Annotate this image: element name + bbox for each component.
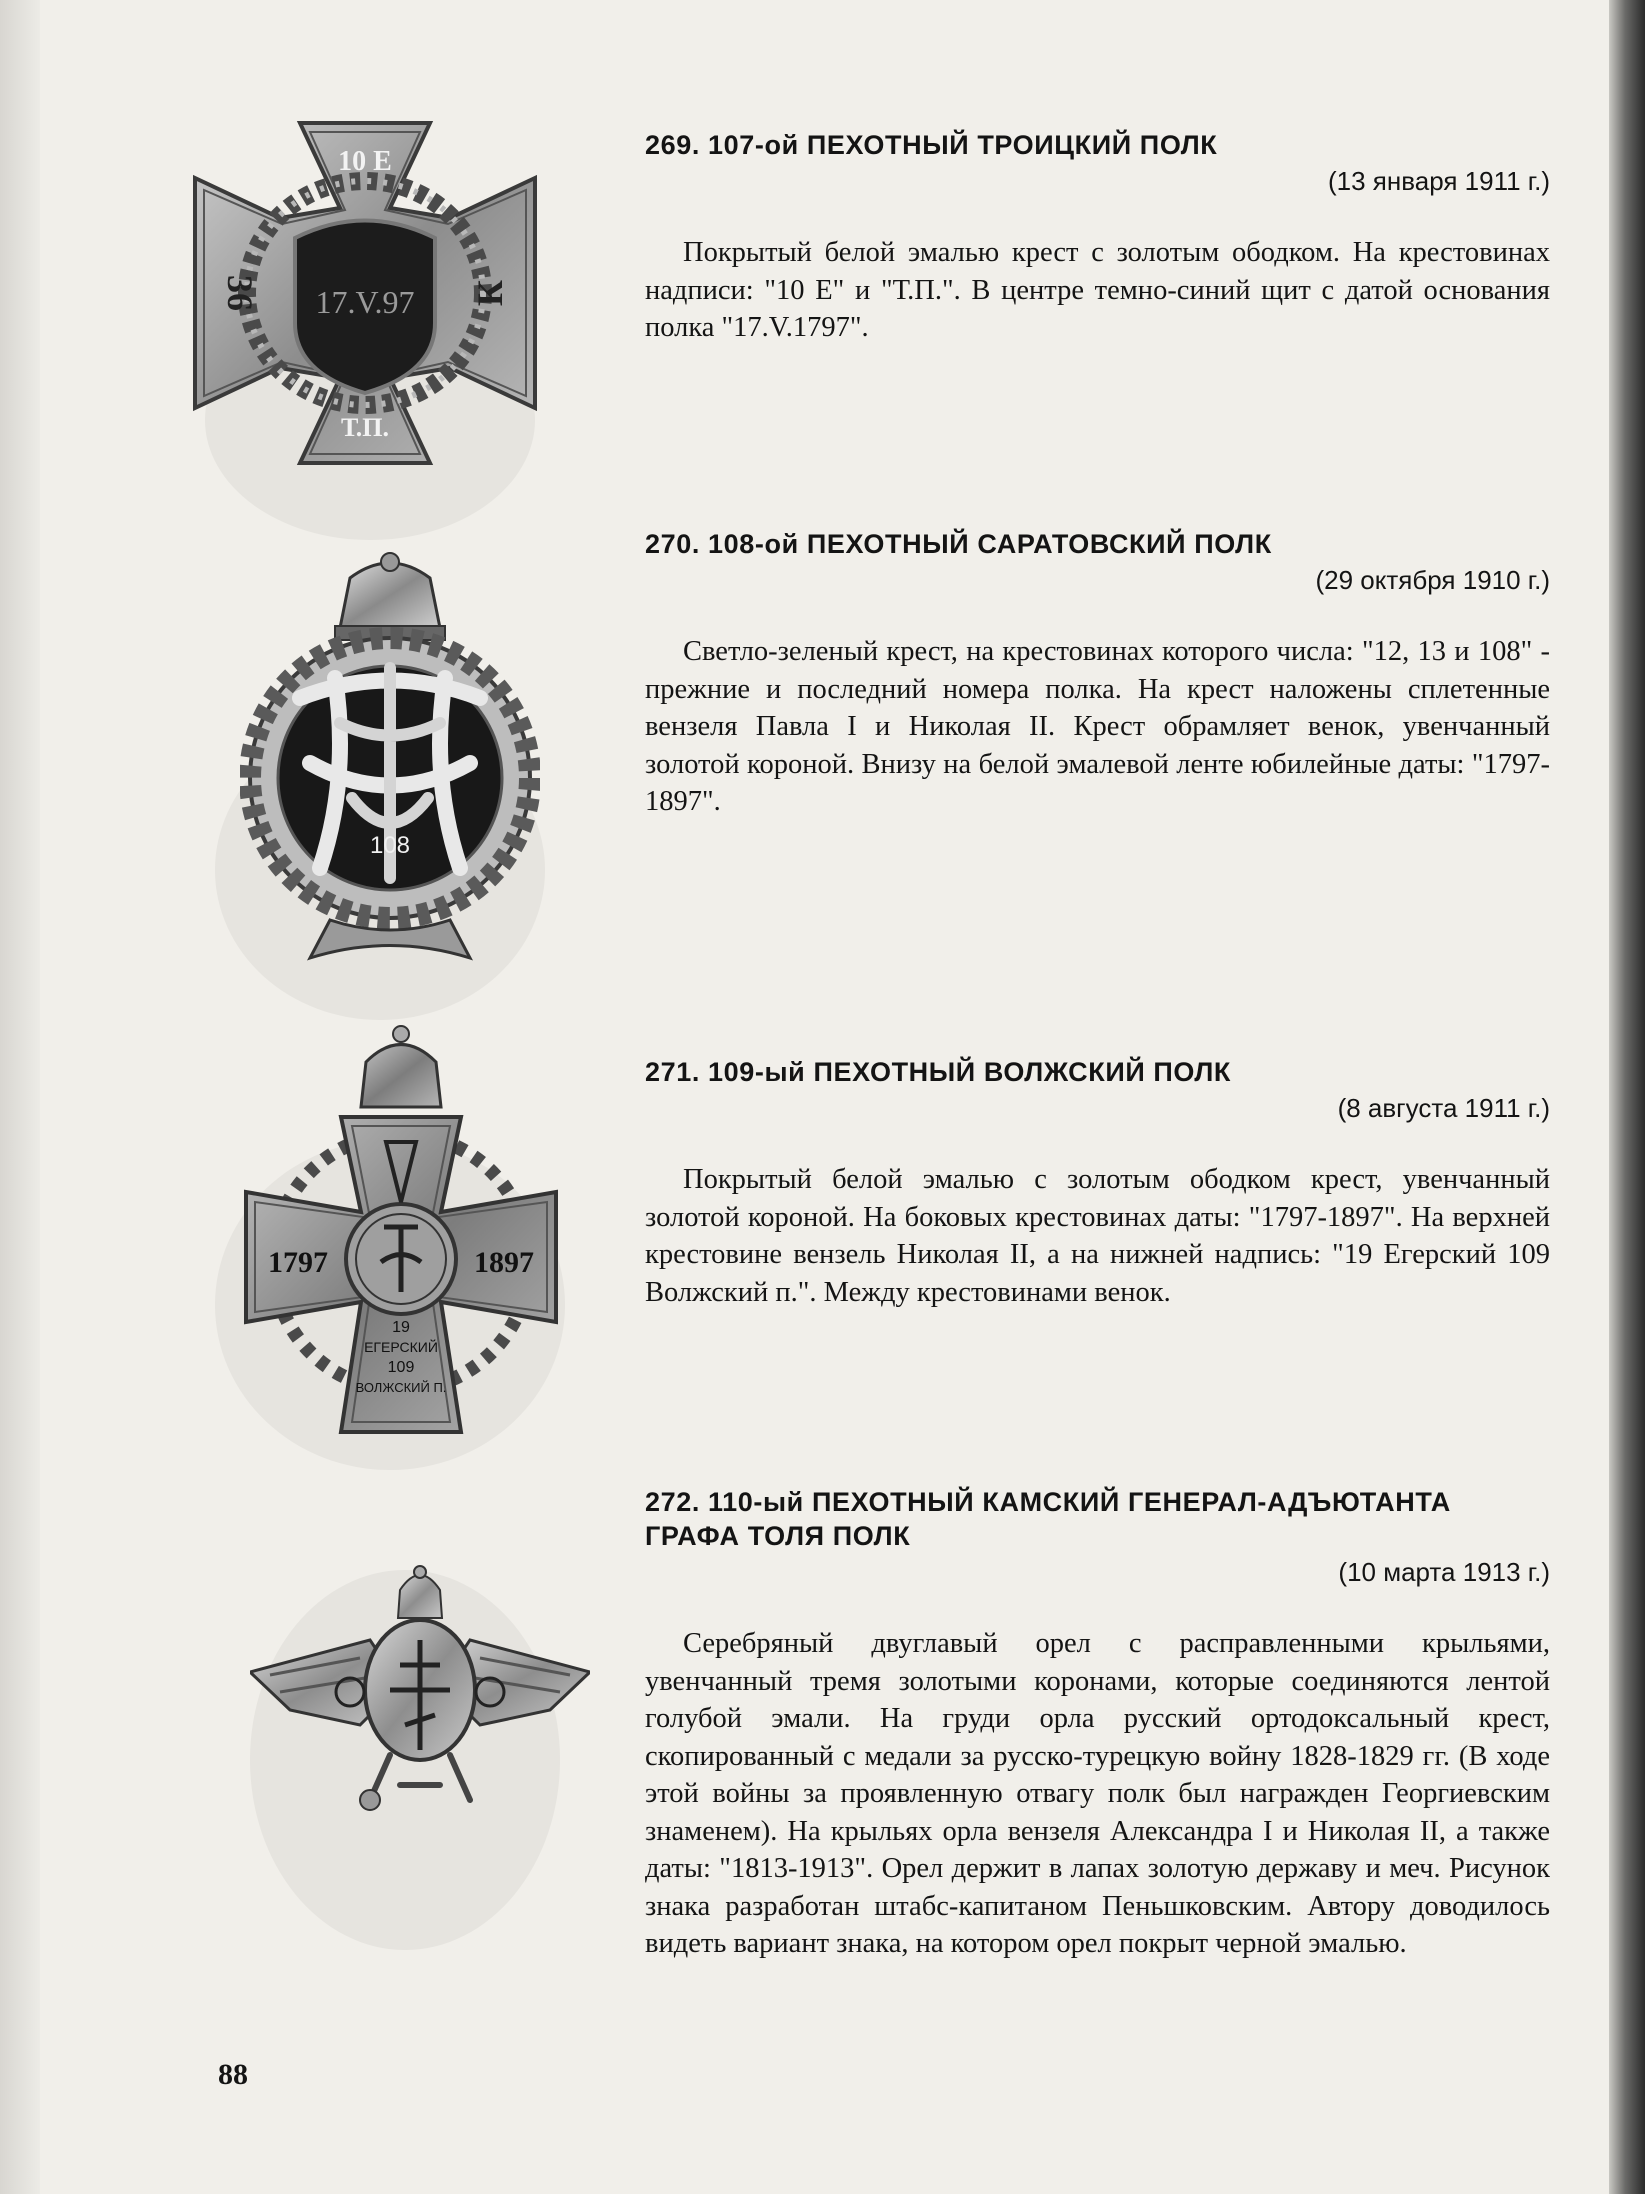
entry-272 (645, 1485, 1550, 1963)
page-number: 88 (218, 2058, 248, 2091)
badge-271-right-date: 1897 (474, 1246, 534, 1279)
entry-271-date: (8 августа 1911 г.) (1337, 1093, 1550, 1123)
badge-271-image (236, 1022, 566, 1442)
entry-272-heading: 272. 110-ый ПЕХОТНЫЙ КАМСКИЙ ГЕНЕРАЛ-АДЪЮТАНТА ГРАФА ТОЛЯ ПОЛК (645, 1487, 1451, 1551)
badge-269-image (190, 118, 540, 468)
badge-270-number: 108 (369, 832, 411, 859)
badge-269-left-text: 36 (220, 275, 260, 311)
entry-270-date: (29 октября 1910 г.) (1315, 565, 1550, 595)
entry-270-text: Светло-зеленый крест, на крестовинах которого числа: "12, 13 и 108" - прежние и последний номера полка. На крест наложены сплетенные вензеля Павла I и Николая II. Крест обрамляет венок, увенчанный золотой короной. Внизу на белой эмалевой ленте юбилейные даты: "1797-1897". (645, 636, 1550, 817)
entry-271 (645, 1055, 1550, 1311)
entry-269-text: Покрытый белой эмалью крест с золотым ободком. На крестовинах надписи: "10 Е" и "Т.П.". В центре темно-синий щит с датой основания полка "17.V.1797". (645, 237, 1550, 343)
badge-271-bottom-2: ЕГЕРСКИЙ (364, 1339, 438, 1355)
entry-271-heading: 271. 109-ый ПЕХОТНЫЙ ВОЛЖСКИЙ ПОЛК (645, 1057, 1231, 1087)
badge-269-shield-text: 17.V.97 (315, 284, 415, 320)
badge-272-image (250, 1560, 590, 1820)
entry-269 (645, 128, 1550, 347)
badge-269-bottom-text: Т.П. (341, 413, 389, 442)
entry-270-heading: 270. 108-ой ПЕХОТНЫЙ САРАТОВСКИЙ ПОЛК (645, 529, 1272, 559)
badge-271-bottom-3: 109 (387, 1359, 415, 1376)
entry-272-date: (10 марта 1913 г.) (1338, 1557, 1550, 1587)
entry-270 (645, 527, 1550, 821)
entry-272-text: Серебряный двуглавый орел с расправленными крыльями, увенчанный тремя золотыми коронами, которые соединяются лентой голубой эмали. На груди орла русский ортодоксальный крест, скопированный с медали за русско-турецкую войну 1828-1829 гг. (В ходе этой войны за проявленную отвагу полк был награжден Георгиевским знаменем). На крыльях орла вензеля Александра I и Николая II, а также даты: "1813-1913". Орел держит в лапах золотую державу и меч. Рисунок знака разработан штабс-капитаном Пеньшковским. Автору доводилось видеть вариант знака, на котором орел покрыт черной эмалью. (645, 1628, 1550, 1959)
badge-270-image (240, 548, 540, 968)
badge-271-left-date: 1797 (268, 1246, 328, 1279)
entry-271-text: Покрытый белой эмалью с золотым ободком крест, увенчанный золотой короной. На боковых крестовинах даты: "1797-1897". На верхней крестовине вензель Николая II, а на нижней надпись: "19 Егерский 109 Волжский п.". Между крестовинами венок. (645, 1164, 1550, 1308)
page-edge-shadow (1609, 0, 1645, 2194)
entry-269-heading: 269. 107-ой ПЕХОТНЫЙ ТРОИЦКИЙ ПОЛК (645, 130, 1218, 160)
badge-269-top-text: 10 Е (338, 146, 392, 177)
badge-269-right-text: К (470, 279, 510, 307)
entry-269-date: (13 января 1911 г.) (1327, 166, 1550, 196)
badge-271-bottom-4: ВОЛЖСКИЙ П. (355, 1380, 447, 1395)
book-gutter (0, 0, 40, 2194)
badge-271-bottom-1: 19 (392, 1319, 410, 1336)
